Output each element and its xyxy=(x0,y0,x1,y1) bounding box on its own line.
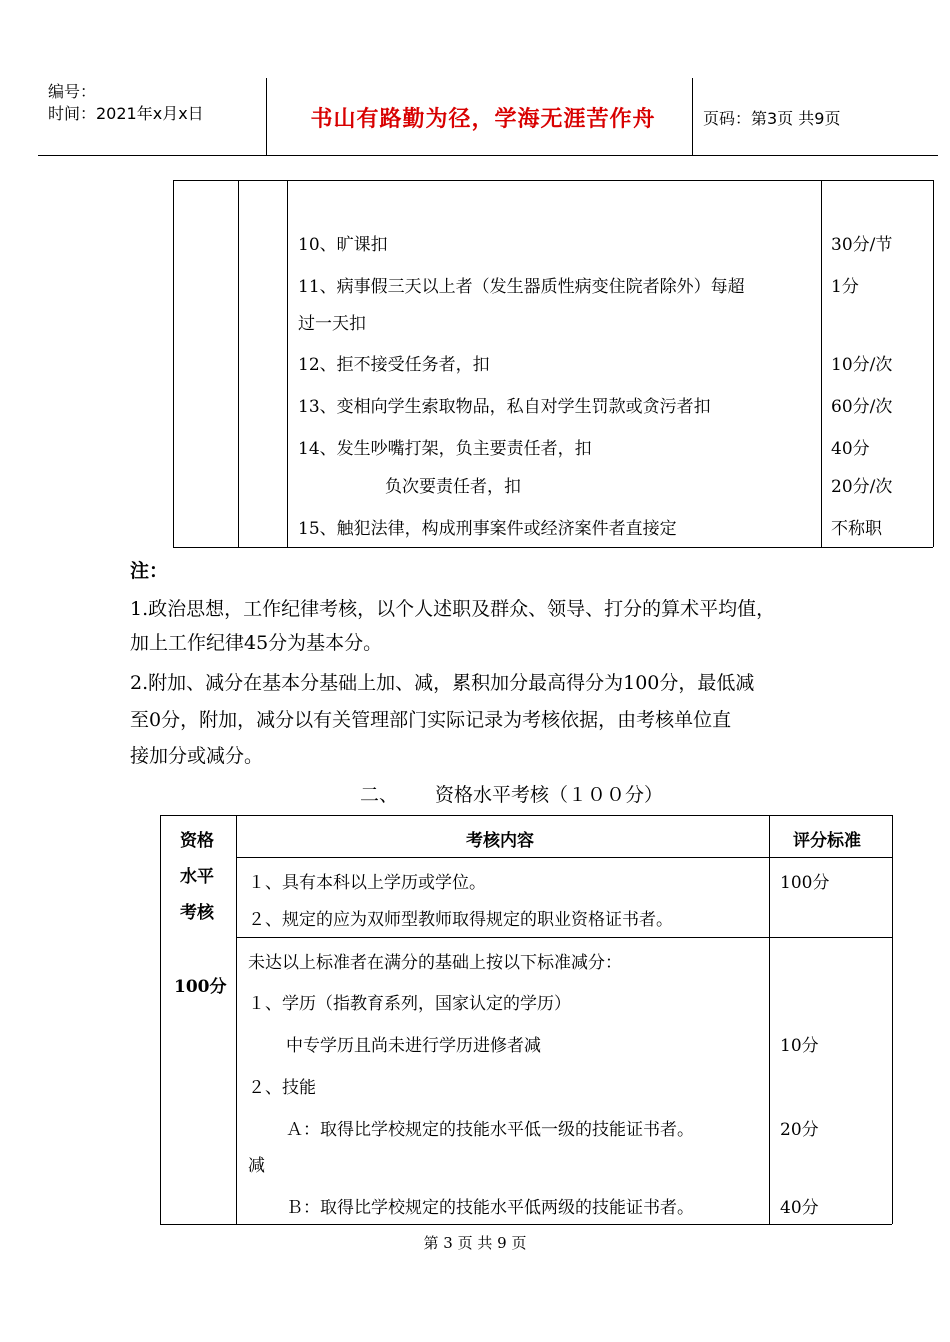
table-row-item: 10、旷课扣 xyxy=(298,235,388,255)
criteria-score: 10分 xyxy=(780,1036,819,1056)
table-row-score: 40分 xyxy=(831,439,870,459)
notes-line: 加上工作纪律45分为基本分。 xyxy=(130,632,383,654)
table-row-item: 11、病事假三天以上者（发生器质性病变住院者除外）每超 xyxy=(298,277,745,297)
table-row-score: 60分/次 xyxy=(831,397,893,417)
header-motto: 书山有路勤为径，学海无涯苦作舟 xyxy=(310,106,656,132)
table-row-score: 10分/次 xyxy=(831,355,893,375)
table-row-item: 15、触犯法律，构成刑事案件或经济案件者直接定 xyxy=(298,519,677,539)
criteria-line: Ｂ：取得比学校规定的技能水平低两级的技能证书者。 xyxy=(286,1198,694,1218)
column-header: 考核内容 xyxy=(466,831,534,851)
criteria-line: 未达以上标准者在满分的基础上按以下标准减分： xyxy=(248,953,622,973)
notes-line: 接加分或减分。 xyxy=(130,745,264,767)
document-time-label: 时间：2021年x月x日 xyxy=(48,104,204,123)
criteria-score: 20分 xyxy=(780,1120,819,1140)
section-title: 资格水平考核（１００分） xyxy=(435,784,664,806)
page-header xyxy=(38,78,938,156)
criteria-score: 100分 xyxy=(780,873,830,893)
criteria-line: １、具有本科以上学历或学位。 xyxy=(248,873,486,893)
header-meta xyxy=(48,81,204,125)
section-number: 二、 xyxy=(360,784,399,806)
notes-line: 2.附加、减分在基本分基础上加、减，累积加分最高得分为100分，最低减 xyxy=(130,672,755,694)
header-divider-left xyxy=(266,78,267,155)
criteria-line: ２、技能 xyxy=(248,1078,316,1098)
table-row-item: 过一天扣 xyxy=(298,314,366,334)
criteria-line: 中专学历且尚未进行学历进修者减 xyxy=(286,1036,541,1056)
column-header: 评分标准 xyxy=(793,831,861,851)
header-divider-right xyxy=(692,78,693,155)
page-footer: 第 3 页 共 9 页 xyxy=(423,1234,527,1252)
criteria-score: 40分 xyxy=(780,1198,819,1218)
notes-title: 注： xyxy=(130,560,169,582)
criteria-line: Ａ：取得比学校规定的技能水平低一级的技能证书者。 xyxy=(286,1120,694,1140)
table-row-score: 1分 xyxy=(831,277,859,297)
table-row-score: 30分/节 xyxy=(831,235,893,255)
notes-line: 至0分，附加，减分以有关管理部门实际记录为考核依据，由考核单位直 xyxy=(130,709,732,731)
table-row-score: 不称职 xyxy=(831,519,882,539)
category-label: 考核 xyxy=(180,903,214,923)
table-row-item: 负次要责任者，扣 xyxy=(385,477,521,497)
table-row-item: 12、拒不接受任务者，扣 xyxy=(298,355,490,375)
table-row-score: 20分/次 xyxy=(831,477,893,497)
category-total: 100分 xyxy=(174,977,227,997)
notes-line: 1.政治思想，工作纪律考核，以个人述职及群众、领导、打分的算术平均值， xyxy=(130,598,776,620)
header-page-number: 页码：第3页 共9页 xyxy=(703,109,841,128)
criteria-line: １、学历（指教育系列，国家认定的学历） xyxy=(248,994,571,1014)
category-label: 水平 xyxy=(180,867,214,887)
document-number-label: 编号： xyxy=(48,82,97,101)
criteria-line: 减 xyxy=(248,1156,265,1176)
column-header: 资格 xyxy=(180,831,214,851)
table-row-item: 13、变相向学生索取物品，私自对学生罚款或贪污者扣 xyxy=(298,397,711,417)
criteria-line: ２、规定的应为双师型教师取得规定的职业资格证书者。 xyxy=(248,910,673,930)
table-row-item: 14、发生吵嘴打架，负主要责任者，扣 xyxy=(298,439,592,459)
